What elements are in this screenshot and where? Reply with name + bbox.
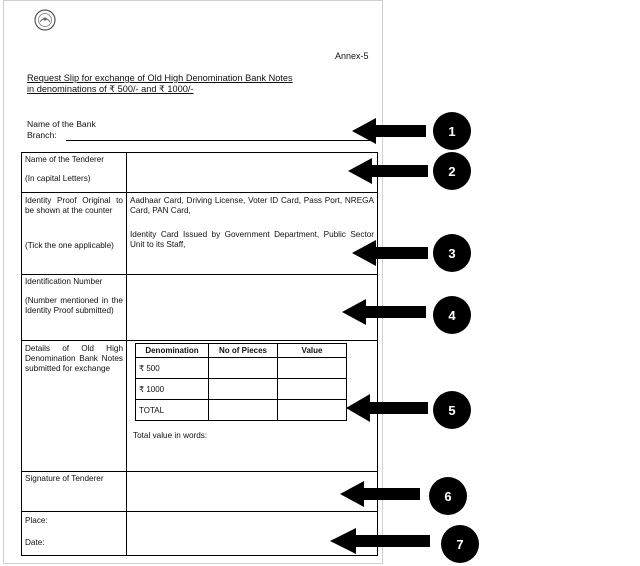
arrow-left-icon [352,240,428,266]
form-title: Request Slip for exchange of Old High Denomination Bank Notes in denominations of ₹ 500/- and ₹ 1000/- [27,73,293,94]
denomination-500: ₹ 500 [136,358,209,379]
table-row-line [21,192,378,193]
denomination-1000: ₹ 1000 [136,379,209,400]
callout-badge-4: 4 [433,296,471,334]
arrow-left-icon [348,158,428,184]
id-number-hint: (Number mentioned in the Identity Proof submitted) [25,296,123,316]
table-row [136,400,347,421]
note-details-label: Details of Old High Denomination Bank Notes submitted for exchange [25,344,123,374]
arrow-left-icon [342,299,426,325]
column-header-pieces: No of Pieces [209,344,278,358]
tenderer-name-field[interactable] [127,153,377,192]
table-border-left [21,152,22,556]
arrow-left-icon [352,118,426,144]
column-header-value: Value [278,344,347,358]
pieces-500-field[interactable] [209,358,278,379]
total-label: TOTAL [136,400,209,421]
arrow-left-icon [340,481,420,507]
arrow-left-icon [330,528,430,554]
value-total-field[interactable] [278,400,347,421]
tenderer-name-label: Name of the Tenderer [25,155,105,164]
id-number-field[interactable] [127,275,377,340]
table-row [136,379,347,400]
callout-badge-3: 3 [433,234,471,272]
value-500-field[interactable] [278,358,347,379]
table-header-row [136,344,347,358]
id-proof-label: Identity Proof Original to be shown at the counter [25,196,123,216]
callout-badge-7: 7 [441,525,479,563]
request-slip-form [3,0,383,564]
arrow-left-icon [346,394,428,422]
callout-badge-6: 6 [429,477,467,515]
id-proof-options-official[interactable]: Identity Card Issued by Government Department, Public Sector Unit to its Staff, [130,230,374,250]
id-number-label: Identification Number [25,277,103,286]
date-label: Date: [25,538,45,547]
table-row-line [21,555,378,556]
table-row [136,358,347,379]
callout-badge-2: 2 [433,152,471,190]
tenderer-name-hint: (In capital Letters) [25,174,91,183]
id-proof-options-personal[interactable]: Aadhaar Card, Driving License, Voter ID Card, Pass Port, NREGA Card, PAN Card, [130,196,374,216]
bank-branch-label: Name of the Bank Branch: [27,119,96,140]
callout-badge-5: 5 [433,391,471,429]
bank-branch-field[interactable] [66,140,372,141]
id-proof-hint: (Tick the one applicable) [25,241,114,250]
pieces-1000-field[interactable] [209,379,278,400]
rbi-seal-logo [34,9,56,31]
pieces-total-field[interactable] [209,400,278,421]
annex-label: Annex-5 [335,51,369,61]
table-row-line [21,340,378,341]
denomination-table [135,343,347,421]
signature-label: Signature of Tenderer [25,474,104,483]
column-header-denomination: Denomination [136,344,209,358]
total-value-words-label: Total value in words: [133,431,208,440]
callout-badge-1: 1 [433,112,471,150]
value-1000-field[interactable] [278,379,347,400]
place-label: Place: [25,516,48,525]
